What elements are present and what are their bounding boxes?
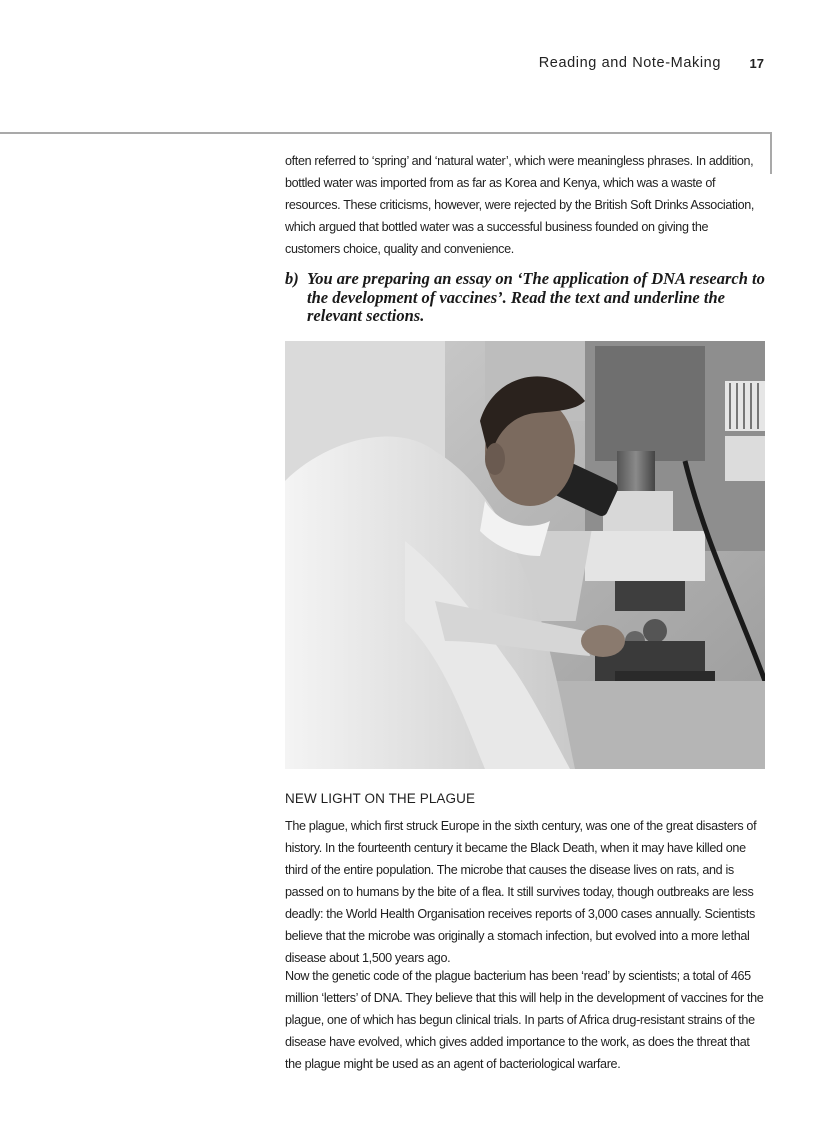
running-title: Reading and Note-Making [538,55,721,71]
scientist-microscope-photo [285,341,765,769]
article-paragraph-1: The plague, which first struck Europe in the sixth century, was one of the great disasters of history. In the fourteenth century it became the Black Death, when it may have killed one third of the entire population. The microbe that causes the disease lives on rats, and is passed on to humans by the bite of a flea. It still survives today, though outbreaks are less deadly: the World Health Organisation receives reports of 3,000 cases annually. Scientists believe that the microbe was originally a stomach infection, but evolved into a more lethal disease about 1,500 years ago. [285,819,757,965]
horizontal-rule [0,132,772,134]
continuation-paragraph: often referred to ‘spring’ and ‘natural water’, which were meaningless phrases. In addition, bottled water was imported from as far as Korea and Kenya, which was a waste of resources. These criticisms, however, were rejected by the British Soft Drinks Association, which argued that bottled water was a successful business founded on giving the customers choice, quality and convenience. [285,154,755,256]
article-paragraph-2: Now the genetic code of the plague bacterium has been ‘read’ by scientists; a total of 465 million ‘letters’ of DNA. They believe that this will help in the development of vaccines for the plague, one of which has begun clinical trials. In parts of Africa drug-resistant strains of the disease have evolved, which gives added importance to the work, as does the threat that the plague might be used as an agent of bacteriological warfare. [285,969,764,1071]
task-instruction [285,270,765,326]
vertical-rule [770,132,772,174]
article-heading: NEW LIGHT ON THE PLAGUE [285,791,476,806]
task-text: You are preparing an essay on ‘The application of DNA research to the development of vaccines’. Read the text and underline the relevant sections. [307,269,765,325]
task-label: b) [285,269,299,288]
running-header [0,55,816,75]
page-number: 17 [749,56,764,71]
